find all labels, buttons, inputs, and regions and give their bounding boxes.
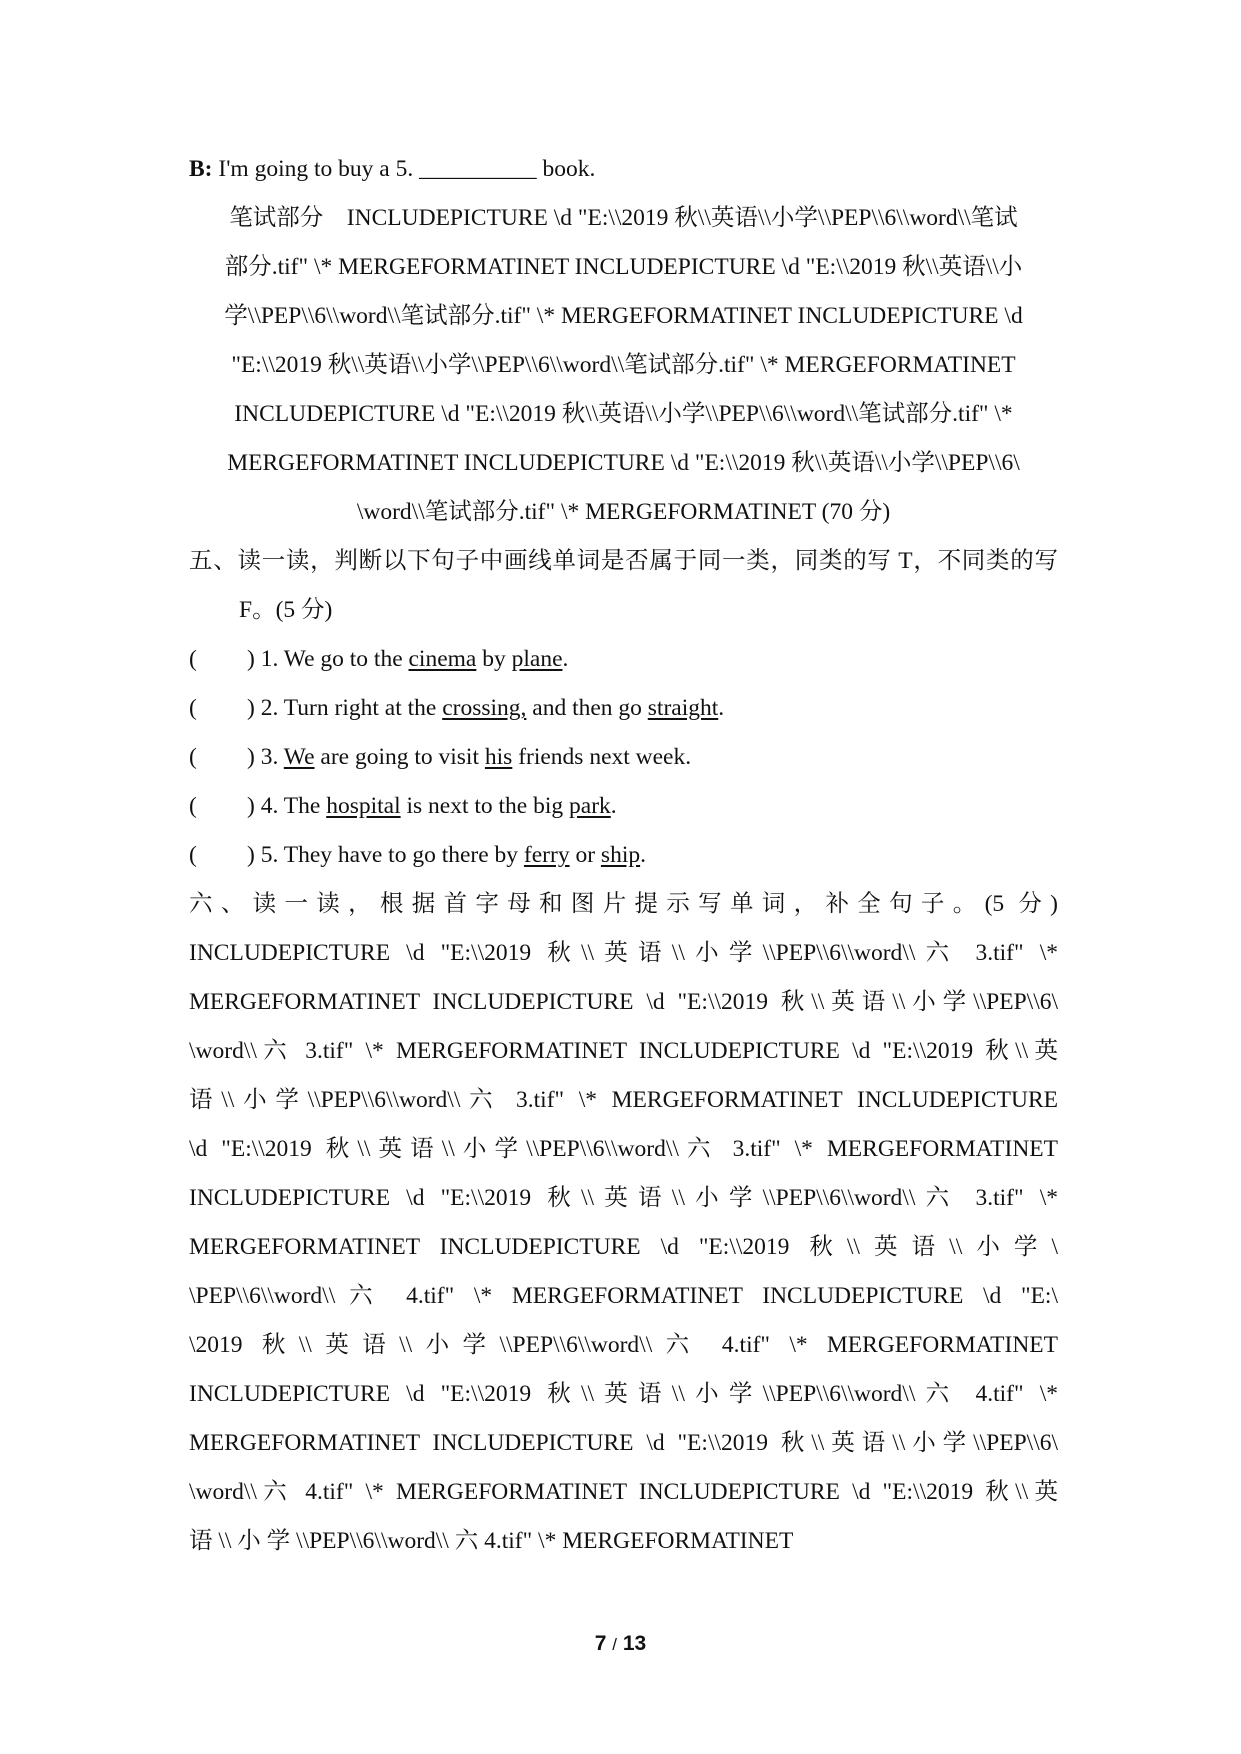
answer-blank[interactable]: ( [189, 744, 197, 770]
item-text: and then go [526, 695, 648, 721]
section6-line: 语 \\ 小 学 \\PEP\\6\\word\\ 六 4.tif" \* MERGEFORMATINET [189, 1528, 794, 1554]
section6-line: \word\\六 4.tif" \* MERGEFORMATINET INCLUDEPICTURE \d "E:\\2019 秋\\英 [189, 1479, 1058, 1505]
answer-blank[interactable]: ( [189, 695, 197, 721]
underlined-word: plane [511, 646, 563, 672]
written-part-line: \word\\笔试部分.tif" \* MERGEFORMATINET (70 分) [356, 499, 891, 525]
underlined-word: cinema [408, 646, 477, 672]
item-text: is next to the big [400, 793, 570, 819]
current-page: 7 [594, 1632, 607, 1655]
section6-line: INCLUDEPICTURE \d "E:\\2019 秋\\英语\\小学\\PEP\\6\\word\\六 3.tif" \* [189, 940, 1058, 966]
section6-line: INCLUDEPICTURE \d "E:\\2019 秋\\英语\\小学\\PEP\\6\\word\\六 4.tif" \* [189, 1381, 1058, 1407]
section6-line: \PEP\\6\\word\\六 4.tif" \* MERGEFORMATINET INCLUDEPICTURE \d "E:\ [189, 1283, 1058, 1309]
judgement-item [189, 693, 1058, 723]
item-text: . [610, 793, 617, 819]
item-text: ) 3. [247, 744, 284, 770]
underlined-word: ferry [523, 842, 570, 868]
section6-line: \d "E:\\2019 秋\\英语\\小学\\PEP\\6\\word\\六 3.tif" \* MERGEFORMATINET [189, 1136, 1058, 1162]
item-text: ) 2. Turn right at the [247, 695, 443, 721]
section6-line: \word\\六 3.tif" \* MERGEFORMATINET INCLUDEPICTURE \d "E:\\2019 秋\\英 [189, 1038, 1058, 1064]
page-number [0, 1632, 1241, 1656]
section6-line: MERGEFORMATINET INCLUDEPICTURE \d "E:\\2019 秋\\英语\\小学\\PEP\\6\ [189, 1430, 1058, 1456]
item-text: . [640, 842, 646, 868]
section6-line: MERGEFORMATINET INCLUDEPICTURE \d "E:\\2019 秋\\英语\\小学\ [189, 1234, 1058, 1260]
total-pages: 13 [622, 1632, 647, 1655]
underlined-word: hospital [326, 793, 401, 819]
dialogue-line [189, 154, 1058, 184]
section5-title-cont: F。(5 分) [239, 597, 333, 623]
item-text: . [562, 646, 569, 672]
answer-blank[interactable]: ( [189, 793, 197, 819]
item-text: by [476, 646, 512, 672]
section6-line: INCLUDEPICTURE \d "E:\\2019 秋\\英语\\小学\\PEP\\6\\word\\六 3.tif" \* [189, 1185, 1058, 1211]
judgement-item [189, 644, 1058, 674]
item-text: are going to visit [314, 744, 485, 770]
section6-line: \2019 秋\\英语\\小学\\PEP\\6\\word\\六 4.tif" \* MERGEFORMATINET [189, 1332, 1058, 1358]
section6-line: 语\\小学\\PEP\\6\\word\\六 3.tif" \* MERGEFORMATINET INCLUDEPICTURE [189, 1087, 1058, 1113]
section6-line: MERGEFORMATINET INCLUDEPICTURE \d "E:\\2019 秋\\英语\\小学\\PEP\\6\ [189, 989, 1058, 1015]
judgement-item [189, 791, 1058, 821]
underlined-word: ship [600, 842, 641, 868]
written-part-line: MERGEFORMATINET INCLUDEPICTURE \d "E:\\2019 秋\\英语\\小学\\PEP\\6\ [227, 450, 1020, 476]
answer-blank[interactable]: ( [189, 842, 197, 868]
answer-blank[interactable]: ( [189, 646, 197, 672]
page-sep: / [612, 1635, 618, 1654]
written-part-line: 部分.tif" \* MERGEFORMATINET INCLUDEPICTURE \d "E:\\2019 秋\\英语\\小 [224, 254, 1023, 280]
written-part-line: INCLUDEPICTURE \d "E:\\2019 秋\\英语\\小学\\PEP\\6\\word\\笔试部分.tif" \* [234, 401, 1013, 427]
item-text: or [569, 842, 601, 868]
underlined-word: We [283, 744, 315, 770]
judgement-item [189, 742, 1058, 772]
underlined-word: crossing, [442, 695, 527, 721]
underlined-word: straight [647, 695, 719, 721]
written-part-line: "E:\\2019 秋\\英语\\小学\\PEP\\6\\word\\笔试部分.tif" \* MERGEFORMATINET [231, 352, 1016, 378]
section5-title: 五、读一读，判断以下句子中画线单词是否属于同一类，同类的写 T，不同类的写 [189, 548, 1058, 574]
section6-title: 六、读一读，根据首字母和图片提示写单词，补全句子。(5 分) [189, 891, 1058, 917]
underlined-word: park [569, 793, 611, 819]
written-part-line: 笔试部分 INCLUDEPICTURE \d "E:\\2019 秋\\英语\\小学\\PEP\\6\\word\\笔试 [229, 205, 1018, 231]
speaker: B: [189, 156, 213, 182]
written-part-line: 学\\PEP\\6\\word\\笔试部分.tif" \* MERGEFORMATINET INCLUDEPICTURE \d [224, 303, 1023, 329]
item-text: . [718, 695, 725, 721]
item-text: friends next week. [512, 744, 692, 770]
item-text: ) 1. We go to the [247, 646, 409, 672]
underlined-word: his [484, 744, 513, 770]
judgement-item [189, 840, 1058, 870]
item-text: ) 5. They have to go there by [247, 842, 524, 868]
item-text: ) 4. The [247, 793, 327, 819]
dialogue-text: I'm going to buy a 5. __________ book. [212, 156, 596, 182]
